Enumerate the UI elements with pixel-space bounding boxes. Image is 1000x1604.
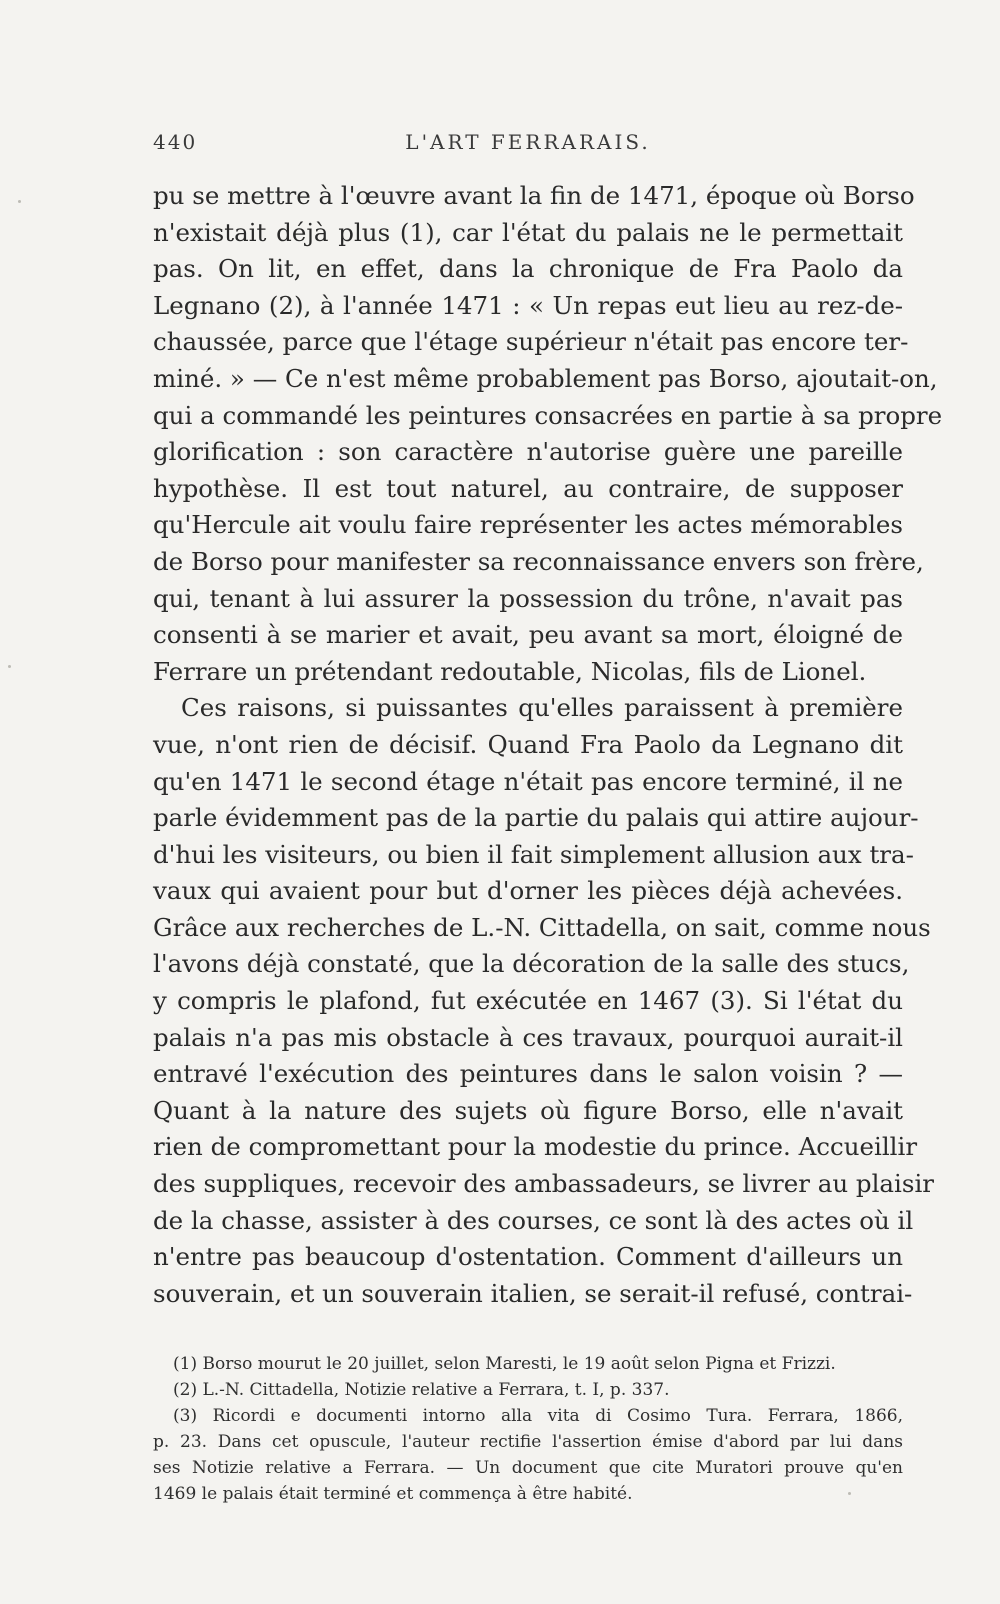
footnote-line: (2) L.-N. Cittadella, Notizie relative a Ferrara, t. I, p. 337. xyxy=(173,1380,670,1400)
footnote-line: ses Notizie relative a Ferrara. — Un document que cite Muratori prouve qu'en xyxy=(153,1458,903,1478)
text-line: Quant à la nature des sujets où figure Borso, elle n'avait xyxy=(153,1095,903,1125)
text-line: vue, n'ont rien de décisif. Quand Fra Paolo da Legnano dit xyxy=(153,729,903,759)
text-line: des suppliques, recevoir des ambassadeurs, se livrer au plaisir xyxy=(153,1169,934,1199)
text-line: parle évidemment pas de la partie du palais qui attire aujour- xyxy=(153,803,919,833)
page-header xyxy=(153,130,903,160)
text-line: qu'Hercule ait voulu faire représenter les actes mémorables xyxy=(153,510,903,540)
text-line: entravé l'exécution des peintures dans le salon voisin ? — xyxy=(153,1059,903,1089)
text-line: l'avons déjà constaté, que la décoration de la salle des stucs, xyxy=(153,949,910,979)
text-line: rien de compromettant pour la modestie du prince. Accueillir xyxy=(153,1132,918,1162)
running-title: L'ART FERRARAIS. xyxy=(405,130,651,154)
footnote-line: p. 23. Dans cet opuscule, l'auteur rectifie l'assertion émise d'abord par lui dans xyxy=(153,1432,903,1452)
footnote-line: 1469 le palais était terminé et commença à être habité. xyxy=(153,1484,633,1504)
text-line: de la chasse, assister à des courses, ce sont là des actes où il xyxy=(153,1205,914,1235)
footnotes xyxy=(153,1351,903,1507)
text-line: n'existait déjà plus (1), car l'état du palais ne le permettait xyxy=(153,217,903,247)
text-line: y compris le plafond, fut exécutée en 1467 (3). Si l'état du xyxy=(153,986,903,1016)
text-line: hypothèse. Il est tout naturel, au contraire, de supposer xyxy=(153,473,903,503)
body-text xyxy=(153,178,943,1312)
text-line: souverain, et un souverain italien, se serait-il refusé, contrai- xyxy=(153,1278,913,1308)
footnote-line: (1) Borso mourut le 20 juillet, selon Maresti, le 19 août selon Pigna et Frizzi. xyxy=(173,1354,836,1374)
paper-speck xyxy=(8,665,11,668)
text-line: miné. » — Ce n'est même probablement pas Borso, ajoutait-on, xyxy=(153,363,938,393)
text-line: Grâce aux recherches de L.-N. Cittadella, on sait, comme nous xyxy=(153,912,931,942)
text-line: Ferrare un prétendant redoutable, Nicolas, fils de Lionel. xyxy=(153,656,867,686)
text-line: vaux qui avaient pour but d'orner les pièces déjà achevées. xyxy=(153,876,903,906)
footnote-line: (3) Ricordi e documenti intorno alla vita di Cosimo Tura. Ferrara, 1866, xyxy=(173,1406,903,1426)
text-line: qui, tenant à lui assurer la possession du trône, n'avait pas xyxy=(153,583,903,613)
text-line: glorification : son caractère n'autorise guère une pareille xyxy=(153,437,903,467)
text-line: qui a commandé les peintures consacrées en partie à sa propre xyxy=(153,400,943,430)
text-line: Legnano (2), à l'année 1471 : « Un repas eut lieu au rez-de- xyxy=(153,290,903,320)
text-line: n'entre pas beaucoup d'ostentation. Comment d'ailleurs un xyxy=(153,1242,903,1272)
text-line: Ces raisons, si puissantes qu'elles paraissent à première xyxy=(181,693,903,723)
text-line: qu'en 1471 le second étage n'était pas encore terminé, il ne xyxy=(153,766,903,796)
text-line: consenti à se marier et avait, peu avant sa mort, éloigné de xyxy=(153,620,903,650)
text-line: palais n'a pas mis obstacle à ces travaux, pourquoi aurait-il xyxy=(153,1022,903,1052)
paper-speck xyxy=(18,200,21,203)
paper-speck xyxy=(848,1492,851,1495)
text-line: de Borso pour manifester sa reconnaissance envers son frère, xyxy=(153,546,924,576)
text-line: d'hui les visiteurs, ou bien il fait simplement allusion aux tra- xyxy=(153,839,914,869)
page-number: 440 xyxy=(153,130,198,154)
text-line: pu se mettre à l'œuvre avant la fin de 1471, époque où Borso xyxy=(153,181,915,210)
text-line: chaussée, parce que l'étage supérieur n'était pas encore ter- xyxy=(153,327,909,357)
text-line: pas. On lit, en effet, dans la chronique de Fra Paolo da xyxy=(153,254,903,284)
